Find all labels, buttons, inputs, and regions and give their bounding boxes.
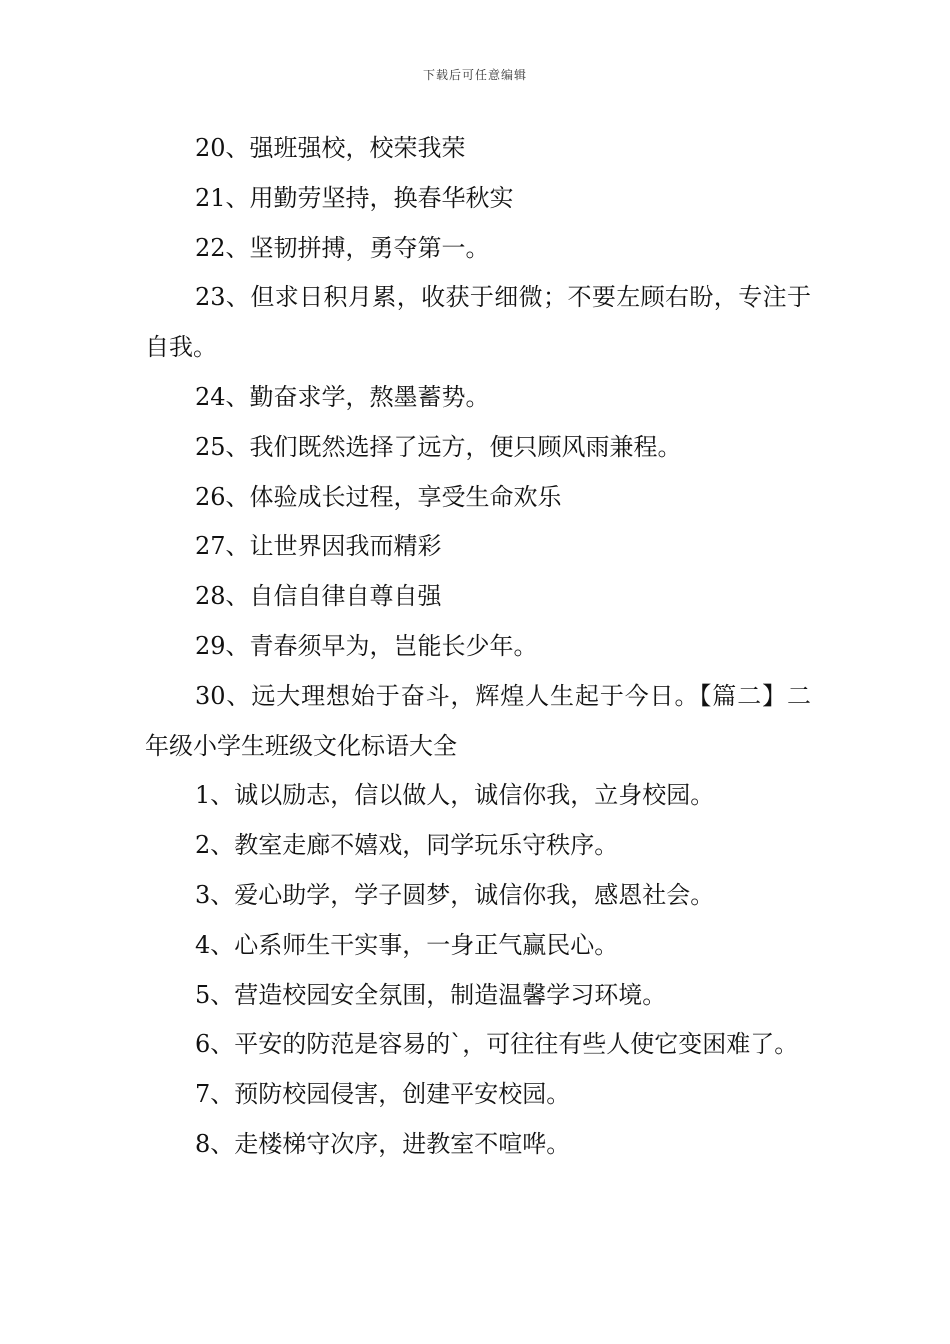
slogan-23: 23、但求日积月累，收获于细微；不要左顾右盼，专注于自我。 (145, 283, 811, 362)
slogan-30-section-heading: 30、远大理想始于奋斗，辉煌人生起于今日。【篇二】二年级小学生班级文化标语大全 (145, 681, 811, 760)
slogan-2: 2、教室走廊不嬉戏，同学玩乐守秩序。 (195, 831, 619, 860)
header-note: 下载后可任意编辑 (422, 68, 527, 82)
slogan-25: 25、我们既然选择了远方，便只顾风雨兼程。 (195, 432, 682, 461)
document-body (145, 124, 811, 1170)
slogan-20: 20、强班强校，校荣我荣 (195, 134, 466, 162)
slogan-7: 7、预防校园侵害，创建平安校园。 (195, 1080, 571, 1109)
slogan-8: 8、走楼梯守次序，进教室不喧哗。 (195, 1129, 571, 1158)
slogan-5: 5、营造校园安全氛围，制造温馨学习环境。 (195, 980, 667, 1009)
slogan-28: 28、自信自律自尊自强 (195, 582, 442, 611)
slogan-6: 6、平安的防范是容易的`，可往往有些人使它变困难了。 (195, 1030, 799, 1059)
slogan-29: 29、青春须早为，岂能长少年。 (195, 631, 538, 660)
slogan-4: 4、心系师生干实事，一身正气赢民心。 (195, 930, 619, 959)
slogan-3: 3、爱心助学，学子圆梦，诚信你我，感恩社会。 (195, 880, 715, 909)
slogan-1: 1、诚以励志，信以做人，诚信你我，立身校园。 (195, 781, 715, 810)
slogan-24: 24、勤奋求学，熬墨蓄势。 (195, 382, 490, 411)
slogan-27: 27、让世界因我而精彩 (195, 532, 442, 561)
slogan-26: 26、体验成长过程，享受生命欢乐 (195, 482, 562, 511)
slogan-21: 21、用勤劳坚持，换春华秋实 (195, 183, 514, 212)
slogan-22: 22、坚韧拼搏，勇夺第一。 (195, 233, 490, 262)
